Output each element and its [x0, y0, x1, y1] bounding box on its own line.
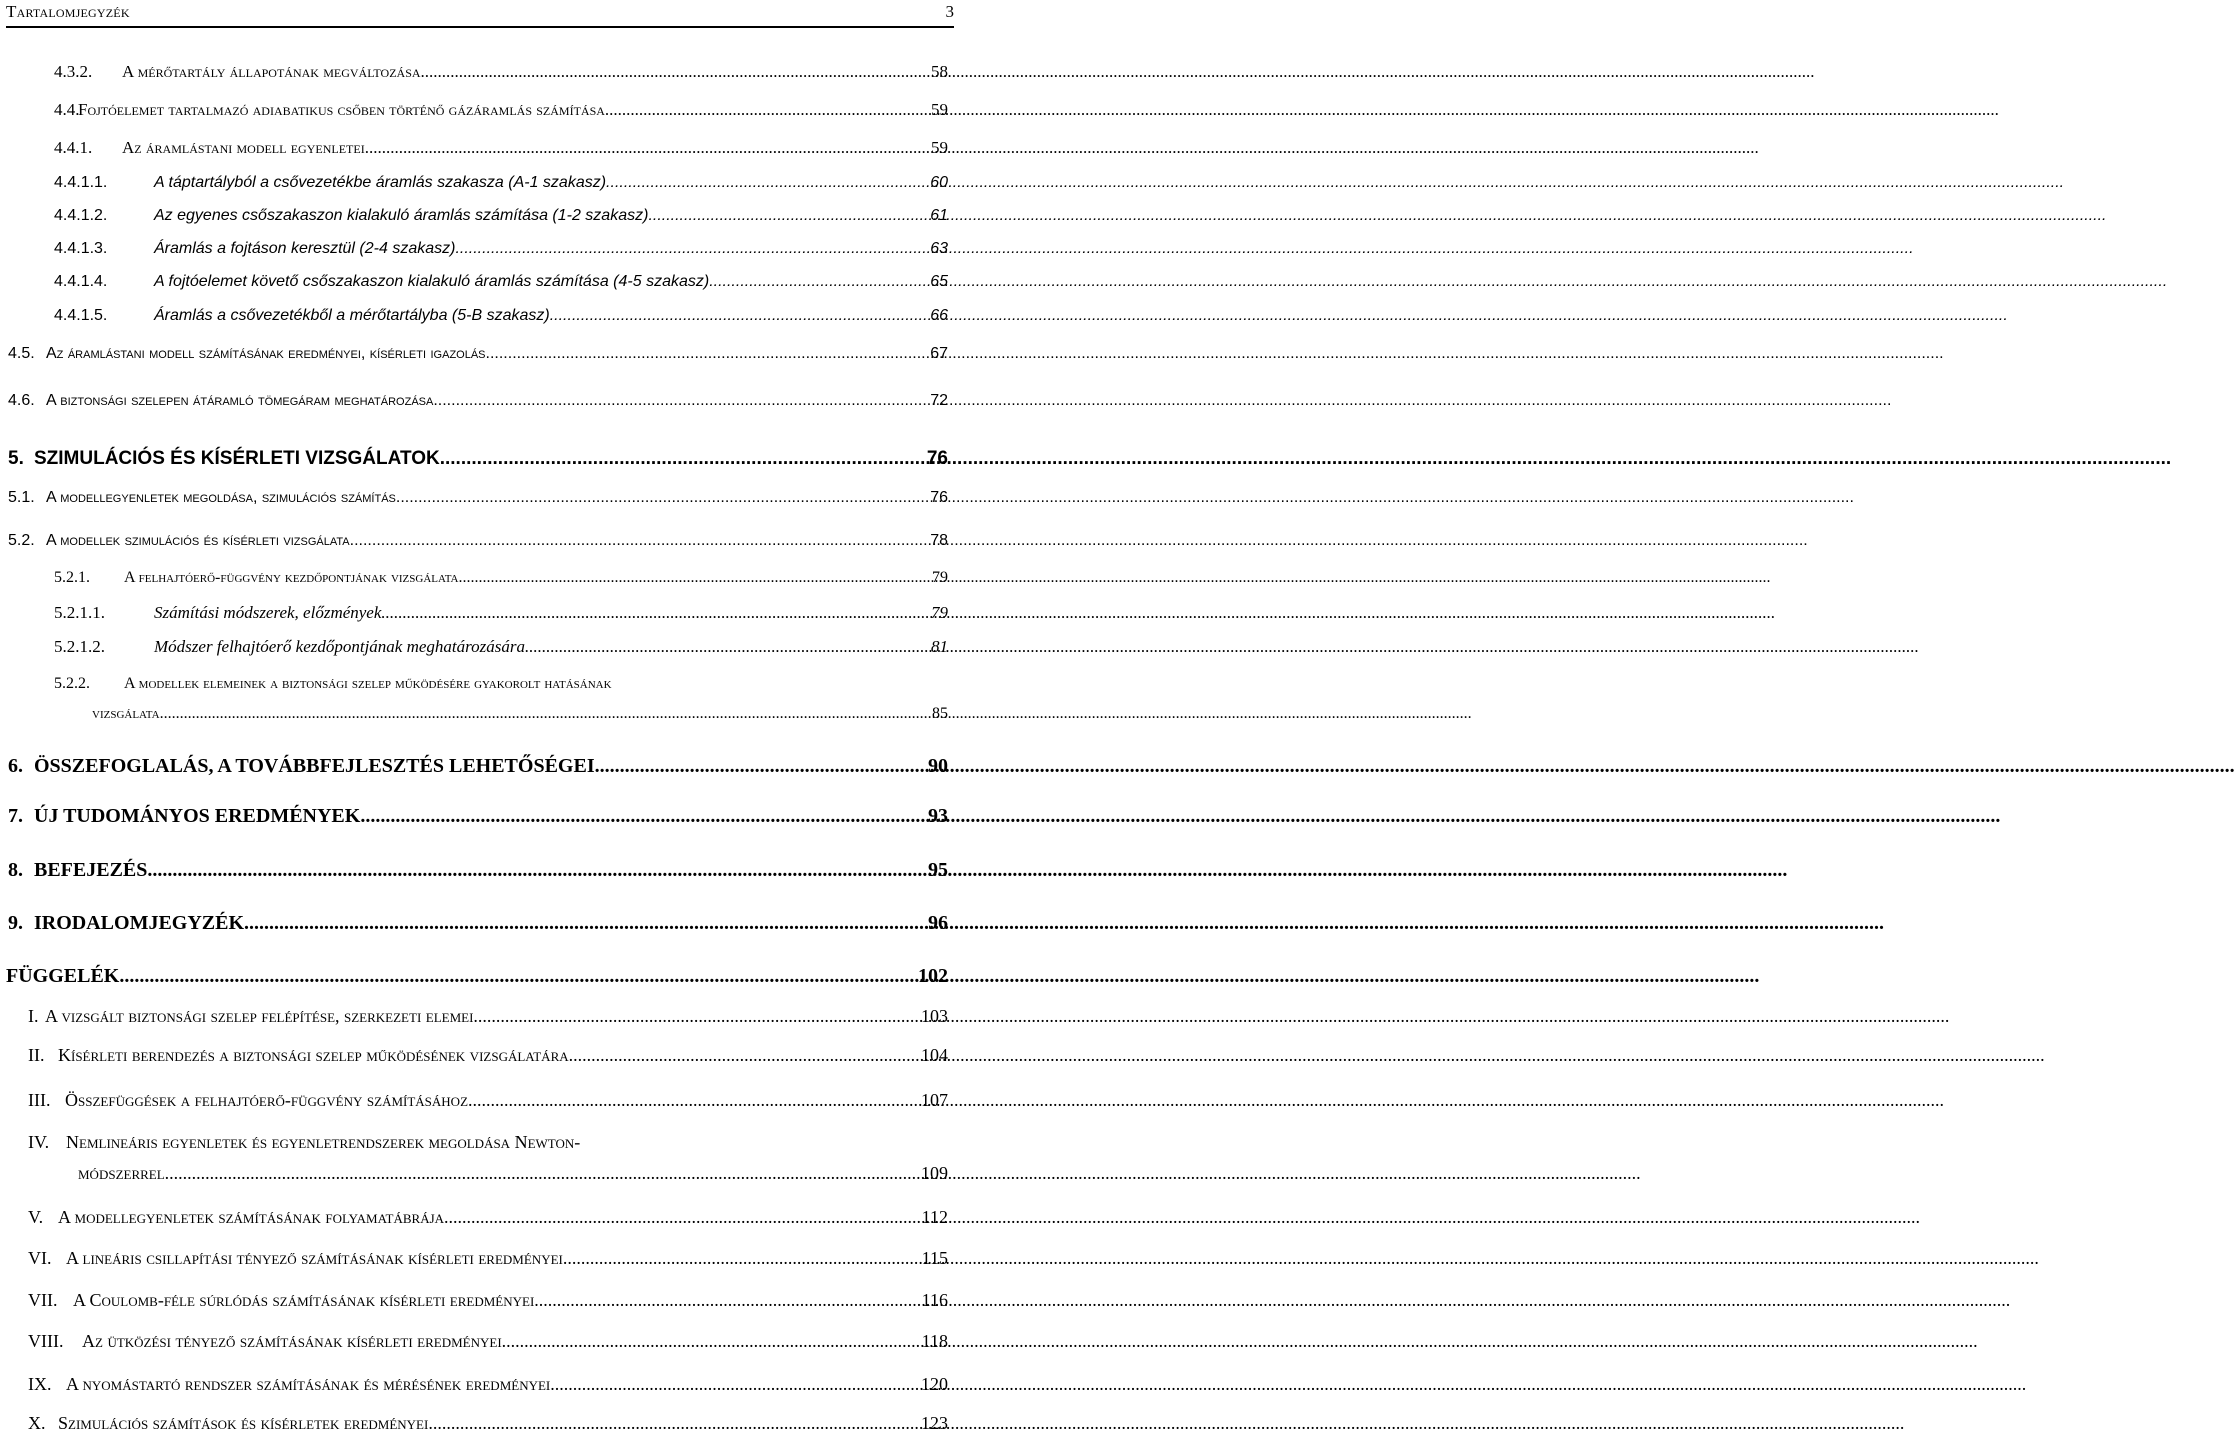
- toc-entry[interactable]: [54, 570, 948, 586]
- toc-entry-title: Áramlás a csővezetékből a mérőtartályba (5-B szakasz): [154, 307, 550, 324]
- toc-entry-number: 4.4.1.5.: [54, 307, 108, 324]
- toc-entry-page: 116: [921, 1290, 948, 1310]
- toc-entry-number: 8.: [8, 859, 23, 881]
- toc-entry[interactable]: [8, 393, 948, 409]
- toc-entry-number: VII.: [28, 1290, 58, 1310]
- toc-entry-title: Az ütközési tényező számításának kísérleti eredményei: [82, 1331, 502, 1351]
- toc-entry-page: 104: [921, 1045, 948, 1065]
- dot-leader: [396, 490, 929, 506]
- toc-entry-number: 4.4.1.: [54, 138, 93, 157]
- toc-entry[interactable]: [8, 756, 948, 776]
- toc-entry-page: 59: [931, 138, 948, 157]
- toc-entry-title: Az egyenes csőszakaszon kialakuló áramlás számítása (1-2 szakasz): [154, 207, 649, 224]
- toc-entry-number: IX.: [28, 1374, 52, 1394]
- toc-entry-title: A lineáris csillapítási tényező számításának kísérleti eredményei: [66, 1248, 563, 1268]
- toc-entry-number: 9.: [8, 912, 23, 934]
- page-number: 3: [945, 2, 954, 21]
- toc-entry-title: Összefüggések a felhajtóerő-függvény számításához: [65, 1090, 469, 1110]
- toc-entry-page: 123: [921, 1413, 948, 1433]
- dot-leader: [381, 604, 930, 621]
- toc-entry-title: módszerrel: [78, 1163, 165, 1183]
- toc-entry-title: Áramlás a fojtáson keresztül (2-4 szakasz): [154, 240, 456, 257]
- toc-entry-number: 5.1.: [8, 489, 35, 506]
- toc-entry-number: V.: [28, 1207, 44, 1227]
- toc-entry[interactable]: [8, 346, 948, 362]
- toc-entry-page: 76: [926, 448, 948, 469]
- dot-leader: [550, 308, 929, 324]
- toc-entry[interactable]: [54, 241, 948, 257]
- dot-leader: [502, 1332, 921, 1350]
- toc-entry-title: A táptartályból a csővezetékbe áramlás szakasza (A-1 szakasz): [154, 174, 607, 191]
- toc-entry-title: ÖSSZEFOGLALÁS, A TOVÁBBFEJLESZTÉS LEHETŐSÉGEI: [34, 755, 595, 777]
- toc-entry-number: 5.2.1.2.: [54, 637, 105, 656]
- toc-entry-page: 103: [921, 1006, 948, 1026]
- toc-entry[interactable]: [8, 860, 948, 880]
- dot-leader: [350, 533, 930, 549]
- dot-leader: [606, 175, 929, 191]
- toc-entry-page: 102: [918, 965, 948, 987]
- toc-entry-number: X.: [28, 1413, 46, 1433]
- toc-entry-title: ÚJ TUDOMÁNYOS EREDMÉNYEK: [34, 805, 361, 827]
- toc-entry[interactable]: [54, 604, 948, 621]
- toc-entry-page: 95: [928, 859, 948, 881]
- dot-leader: [595, 756, 927, 776]
- toc-entry-number: 5.: [8, 448, 24, 469]
- toc-entry-number: II.: [28, 1045, 45, 1065]
- toc-entry-page: 78: [930, 532, 948, 549]
- toc-entry-title: SZIMULÁCIÓS ÉS KÍSÉRLETI VIZSGÁLATOK: [34, 448, 440, 469]
- toc-entry-title: BEFEJEZÉS: [34, 859, 148, 881]
- dot-leader: [605, 101, 930, 118]
- toc-entry-title: A Coulomb-féle súrlódás számításának kísérleti eredményei: [73, 1290, 535, 1310]
- toc-entry-title: A felhajtóerő-függvény kezdőpontjának vizsgálata: [124, 569, 459, 586]
- dot-leader: [648, 208, 929, 224]
- dot-leader: [709, 274, 929, 290]
- toc-entry-page: 85: [932, 705, 948, 722]
- toc-entry-number: 4.4.1.3.: [54, 240, 108, 257]
- dot-leader: [563, 1249, 921, 1267]
- dot-leader: [421, 63, 930, 80]
- toc-entry[interactable]: [8, 913, 948, 933]
- toc-entry-number: 5.2.: [8, 532, 35, 549]
- page-header: [6, 0, 954, 28]
- toc-entry[interactable]: [28, 1091, 948, 1109]
- toc-entry-number: III.: [28, 1090, 51, 1110]
- toc-entry-title: A fojtóelemet követő csőszakaszon kialakuló áramlás számítása (4-5 szakasz): [154, 273, 710, 290]
- toc-entry-number: VI.: [28, 1248, 52, 1268]
- toc-entry[interactable]: [54, 638, 948, 655]
- toc-entry-page: 90: [928, 755, 948, 777]
- toc-entry-page: 61: [930, 207, 948, 224]
- toc-entry[interactable]: [28, 1375, 948, 1393]
- toc-entry-page: 109: [921, 1163, 948, 1183]
- toc-entry-number: IV.: [28, 1132, 50, 1152]
- toc-entry-number: 4.4.1.2.: [54, 207, 108, 224]
- toc-entry-title: Az áramlástani modell egyenletei: [122, 138, 365, 157]
- dot-leader: [165, 1164, 920, 1182]
- toc-entry-page: 58: [931, 62, 948, 81]
- dot-leader: [569, 1046, 920, 1064]
- toc-entry[interactable]: [28, 1291, 948, 1309]
- toc-entry-number: 5.2.1.1.: [54, 603, 105, 622]
- toc-entry[interactable]: [54, 139, 948, 156]
- dot-leader: [459, 570, 932, 586]
- dot-leader: [440, 449, 926, 468]
- toc-entry-page: 107: [921, 1090, 948, 1110]
- toc-entry[interactable]: [92, 706, 948, 722]
- toc-entry-title: Az áramlástani modell számításának eredményei, kísérleti igazolás: [46, 345, 486, 362]
- toc-entry-title: A biztonsági szelepen átáramló tömegáram meghatározása: [46, 392, 434, 409]
- toc-entry[interactable]: [54, 101, 948, 118]
- toc-entry-title: Módszer felhajtóerő kezdőpontjának meghatározására: [154, 637, 525, 656]
- toc-entry[interactable]: [54, 208, 948, 224]
- toc-entry-page: 81: [931, 637, 948, 656]
- toc-entry-title: vizsgálata: [92, 705, 160, 722]
- toc-entry-title: A modellek szimulációs és kísérleti vizsgálata: [46, 532, 350, 549]
- toc-entry-title: A vizsgált biztonsági szelep felépítése, szerkezeti elemei: [45, 1006, 474, 1026]
- toc-entry-first-line: [54, 676, 612, 692]
- toc-entry-title: A nyomástartó rendszer számításának és mérésének eredményei: [66, 1374, 551, 1394]
- toc-entry-page: 66: [930, 307, 948, 324]
- toc-entry[interactable]: [54, 63, 948, 80]
- toc-entry-page: 60: [930, 174, 948, 191]
- toc-entry-title: Fojtóelemet tartalmazó adiabatikus csőben történő gázáramlás számítása: [78, 100, 605, 119]
- toc-entry-number: 4.6.: [8, 392, 35, 409]
- toc-entry-number: VIII.: [28, 1331, 64, 1351]
- toc-entry-title: A modellegyenletek számításának folyamatábrája: [58, 1207, 445, 1227]
- toc-entry-number: 4.4.: [54, 100, 80, 119]
- dot-leader: [534, 1291, 920, 1309]
- toc-entry-title: A modellegyenletek megoldása, szimulációs számítás: [46, 489, 396, 506]
- dot-leader: [468, 1091, 920, 1109]
- toc-entry-page: 67: [930, 345, 948, 362]
- dot-leader: [455, 241, 929, 257]
- toc-entry-page: 115: [921, 1248, 948, 1268]
- toc-entry[interactable]: [78, 1164, 948, 1182]
- dot-leader: [147, 860, 927, 880]
- toc-entry-number: 6.: [8, 755, 23, 777]
- toc-entry-number: 4.3.2.: [54, 62, 93, 81]
- toc-entry-number: I.: [28, 1006, 39, 1026]
- toc-entry-page: 93: [928, 805, 948, 827]
- toc-entry-page: 76: [930, 489, 948, 506]
- toc-entry-title: FÜGGELÉK: [6, 965, 120, 987]
- toc-entry-page: 65: [930, 273, 948, 290]
- dot-leader: [160, 706, 931, 722]
- toc-entry-title: Kísérleti berendezés a biztonsági szelep működésének vizsgálatára: [58, 1045, 569, 1065]
- dot-leader: [433, 393, 929, 409]
- toc-entry-page: 96: [928, 912, 948, 934]
- toc-entry-page: 118: [921, 1331, 948, 1351]
- toc-entry-number: 4.4.1.1.: [54, 174, 108, 191]
- toc-entry[interactable]: [54, 308, 948, 324]
- dot-leader: [360, 806, 927, 826]
- toc-entry[interactable]: [6, 966, 948, 986]
- toc-entry-title: A mérőtartály állapotának megváltozása: [122, 62, 421, 81]
- toc-entry[interactable]: [28, 1208, 948, 1226]
- toc-entry-page: 112: [921, 1207, 948, 1227]
- toc-entry-number: 4.4.1.4.: [54, 273, 108, 290]
- toc-entry-page: 120: [921, 1374, 948, 1394]
- dot-leader: [550, 1375, 920, 1393]
- toc-entry-page: 59: [931, 100, 948, 119]
- toc-entry[interactable]: [54, 175, 948, 191]
- toc-entry[interactable]: [28, 1046, 948, 1064]
- dot-leader: [428, 1414, 920, 1432]
- toc-entry[interactable]: [28, 1249, 948, 1267]
- toc-entry-title-line1: Nemlineáris egyenletek és egyenletrendszerek megoldása Newton-: [66, 1132, 581, 1152]
- toc-entry-title: Számítási módszerek, előzmények: [154, 603, 382, 622]
- toc-entry[interactable]: [8, 533, 948, 549]
- toc-entry-first-line: [28, 1133, 580, 1151]
- toc-entry-number: 5.2.2.: [54, 675, 90, 692]
- toc-entry-page: 79: [931, 603, 948, 622]
- dot-leader: [473, 1007, 920, 1025]
- running-title: Tartalomjegyzék: [6, 2, 130, 21]
- dot-leader: [486, 346, 930, 362]
- toc-entry[interactable]: [28, 1332, 948, 1350]
- dot-leader: [525, 638, 930, 655]
- toc-entry[interactable]: [8, 490, 948, 506]
- dot-leader: [244, 913, 927, 933]
- toc-entry-title-line1: A modellek elemeinek a biztonsági szelep működésére gyakorolt hatásának: [124, 675, 612, 692]
- toc-entry-number: 7.: [8, 805, 23, 827]
- toc-entry-number: 5.2.1.: [54, 569, 90, 586]
- dot-leader: [119, 966, 917, 986]
- toc-entry-page: 79: [932, 569, 948, 586]
- toc-entry-number: 4.5.: [8, 345, 35, 362]
- dot-leader: [444, 1208, 921, 1226]
- toc-entry[interactable]: [28, 1007, 948, 1025]
- toc-entry-page: 72: [930, 392, 948, 409]
- toc-entry[interactable]: [8, 806, 948, 826]
- toc-entry[interactable]: [8, 449, 948, 468]
- dot-leader: [365, 139, 930, 156]
- toc-entry[interactable]: [54, 274, 948, 290]
- toc-entry-page: 63: [930, 240, 948, 257]
- toc-entry-title: Szimulációs számítások és kísérletek eredményei: [58, 1413, 429, 1433]
- toc-entry-title: IRODALOMJEGYZÉK: [34, 912, 245, 934]
- toc-entry[interactable]: [28, 1414, 948, 1432]
